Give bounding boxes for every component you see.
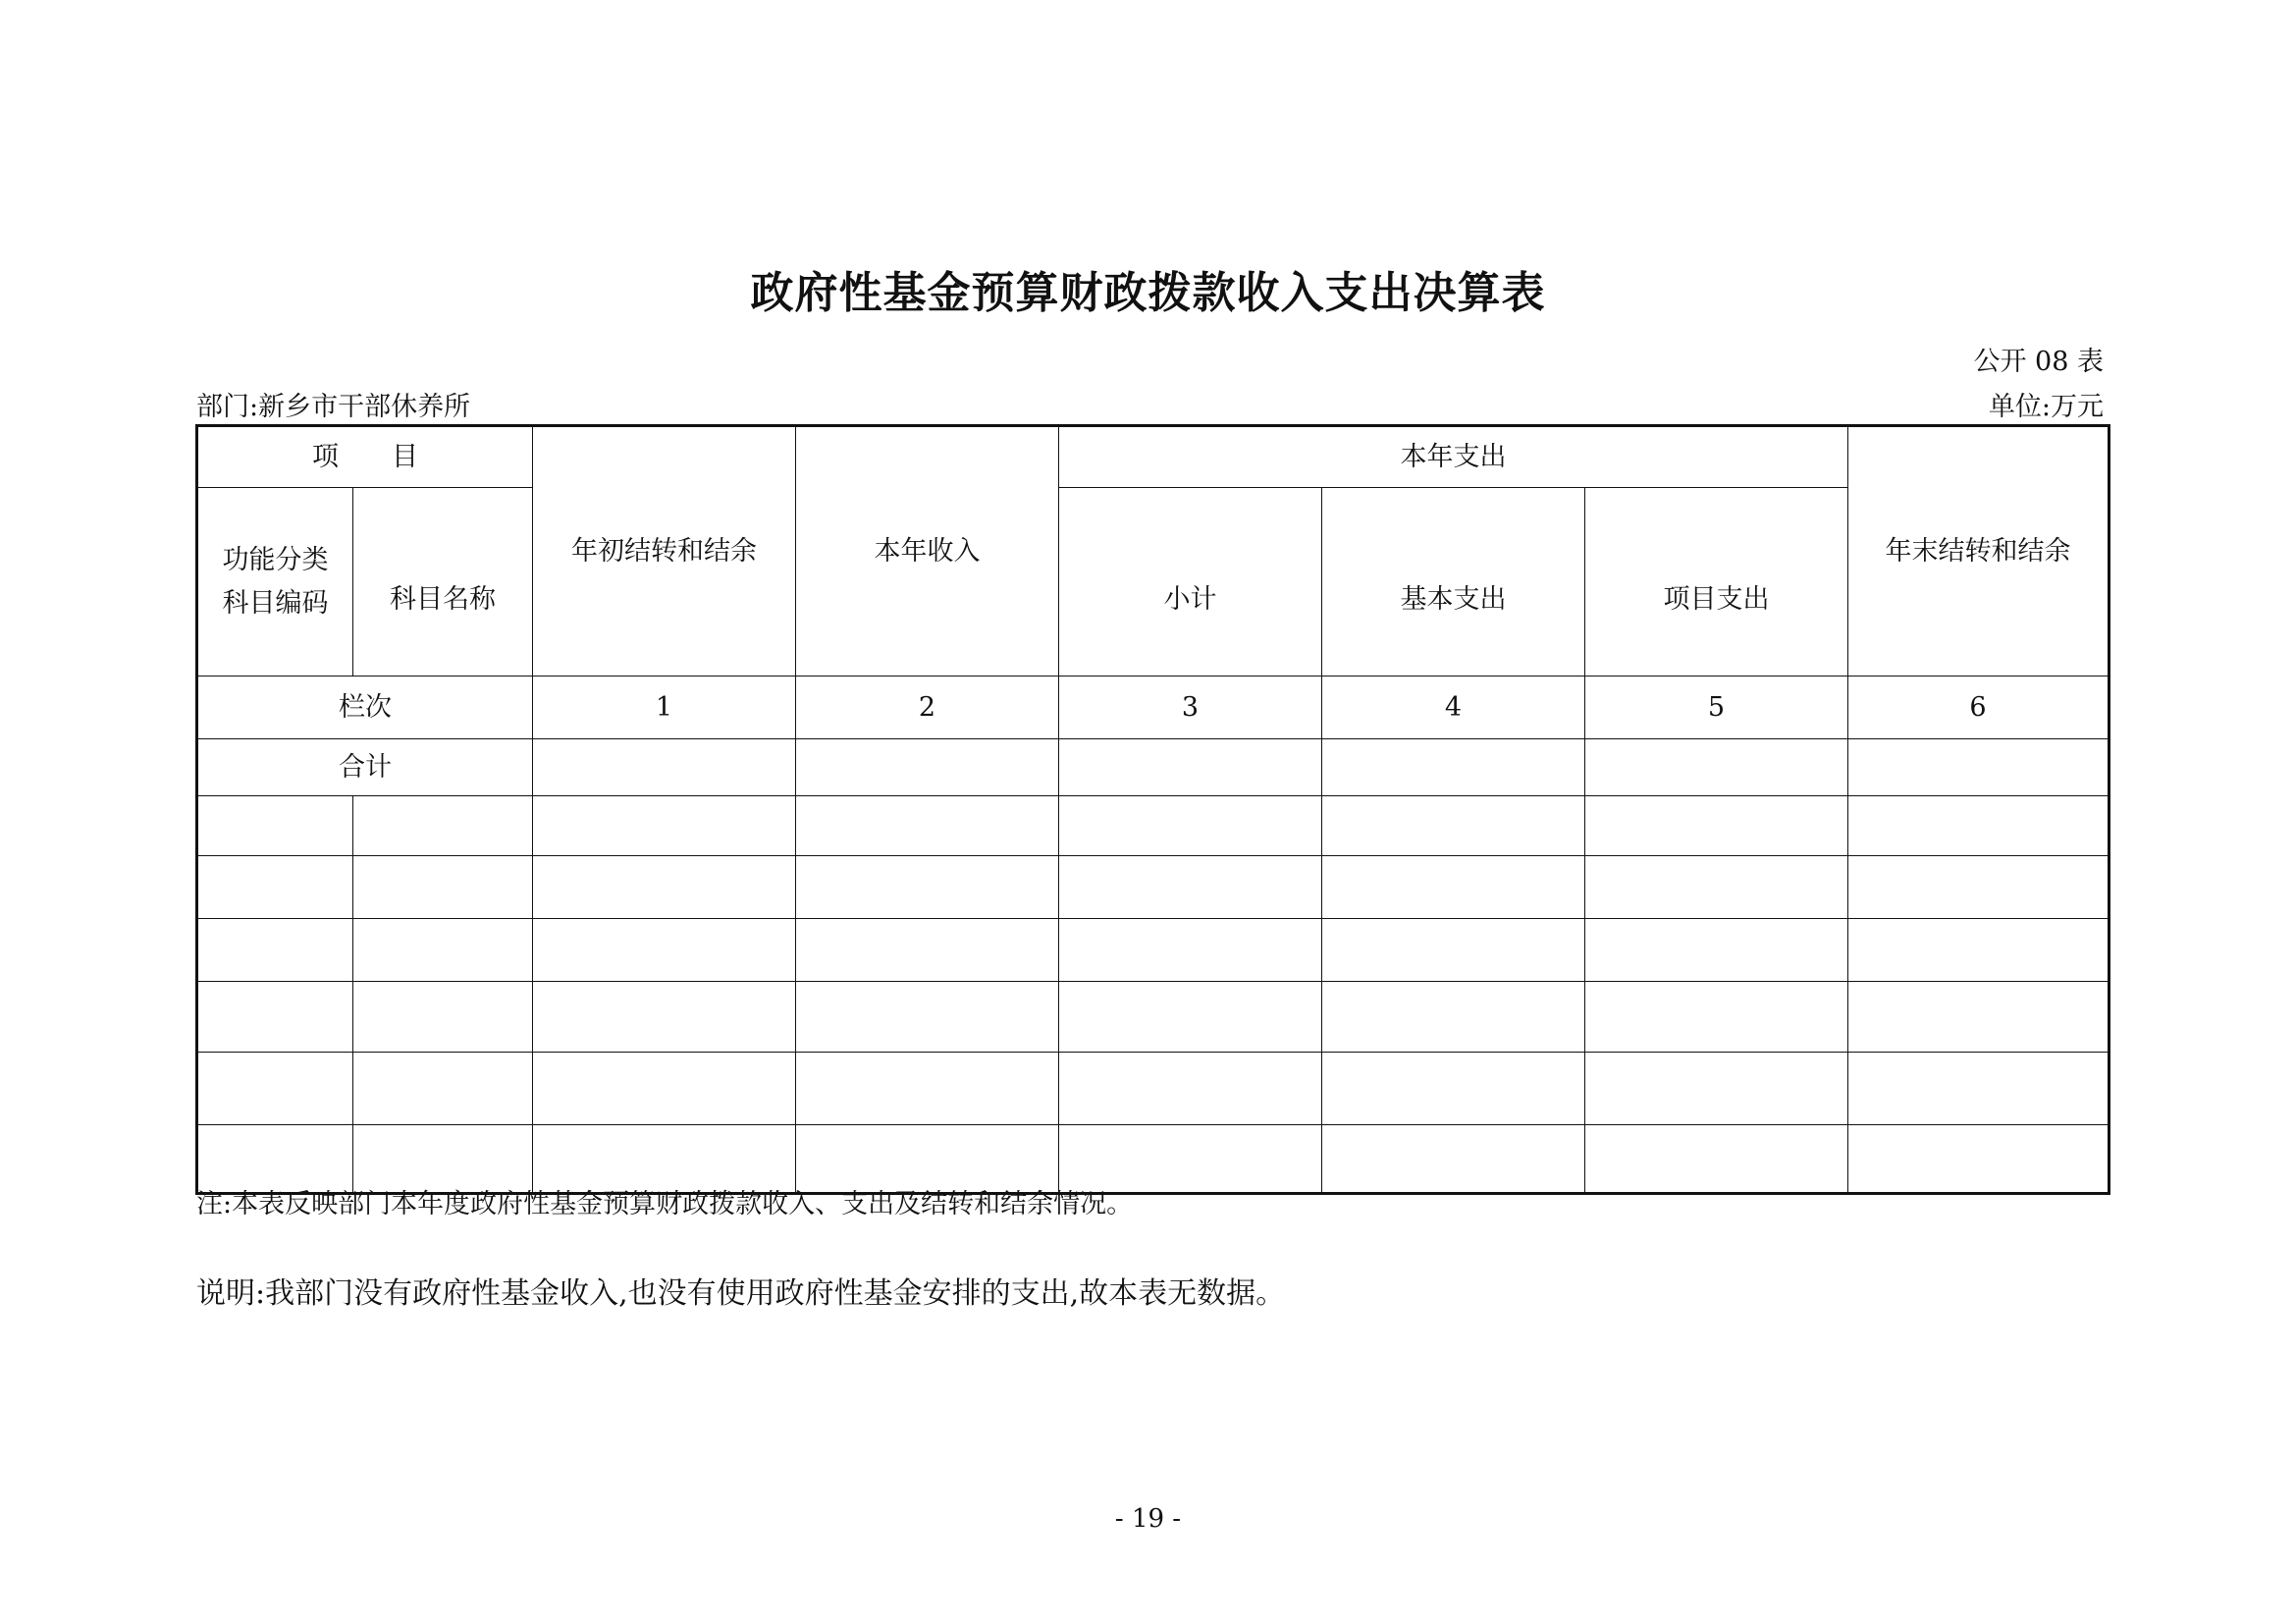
table-row [197, 1053, 2109, 1125]
table-cell [1322, 1125, 1585, 1194]
table-cell [197, 982, 353, 1053]
table-cell [1848, 919, 2109, 982]
table-cell [1585, 1125, 1848, 1194]
department-label: 部门:新乡市干部休养所 [196, 392, 471, 422]
table-note: 注:本表反映部门本年度政府性基金预算财政拨款收入、支出及结转和结余情况。 [196, 1189, 1134, 1219]
table-cell [353, 919, 533, 982]
table-cell [1059, 982, 1322, 1053]
column-index-4: 4 [1322, 677, 1585, 739]
header-func-code: 功能分类科目编码 [197, 488, 353, 677]
table-cell [353, 796, 533, 856]
fund-budget-table [195, 424, 2110, 1195]
table-cell [1585, 856, 1848, 919]
column-index-6: 6 [1848, 677, 2109, 739]
page-number: - 19 - [1114, 1504, 1182, 1534]
table-row [197, 796, 2109, 856]
table-cell [533, 796, 796, 856]
header-closing-balance: 年末结转和结余 [1848, 426, 2109, 677]
table-cell [796, 1053, 1059, 1125]
column-index-5: 5 [1585, 677, 1848, 739]
table-cell [353, 1053, 533, 1125]
header-item: 项 目 [197, 426, 533, 488]
table-cell [796, 919, 1059, 982]
table-cell [796, 796, 1059, 856]
total-cell [1848, 739, 2109, 796]
total-cell [1585, 739, 1848, 796]
table-cell [533, 1053, 796, 1125]
table-cell [197, 856, 353, 919]
table-cell [197, 1053, 353, 1125]
table-cell [197, 919, 353, 982]
table-cell [796, 982, 1059, 1053]
table-cell [1059, 796, 1322, 856]
table-cell [353, 982, 533, 1053]
total-label: 合计 [197, 739, 533, 796]
table-cell [1322, 982, 1585, 1053]
table-cell [1059, 856, 1322, 919]
table-cell [1585, 919, 1848, 982]
table-cell [1322, 796, 1585, 856]
total-cell [1059, 739, 1322, 796]
table-row [197, 856, 2109, 919]
table-cell [353, 856, 533, 919]
header-basic-expense: 基本支出 [1322, 488, 1585, 677]
total-cell [533, 739, 796, 796]
total-cell [796, 739, 1059, 796]
unit-label: 单位:万元 [1988, 392, 2104, 422]
header-current-income: 本年收入 [796, 426, 1059, 677]
table-cell [197, 796, 353, 856]
table-cell [1848, 982, 2109, 1053]
table-cell [796, 856, 1059, 919]
column-index-2: 2 [796, 677, 1059, 739]
table-cell [1322, 919, 1585, 982]
table-cell [1585, 1053, 1848, 1125]
explanation-text: 说明:我部门没有政府性基金收入,也没有使用政府性基金安排的支出,故本表无数据。 [196, 1276, 1286, 1311]
header-current-expense: 本年支出 [1059, 426, 1848, 488]
header-opening-balance: 年初结转和结余 [533, 426, 796, 677]
table-cell [1059, 1053, 1322, 1125]
table-row [197, 919, 2109, 982]
table-cell [1848, 1053, 2109, 1125]
table-cell [1848, 796, 2109, 856]
column-index-1: 1 [533, 677, 796, 739]
table-cell [533, 856, 796, 919]
form-code: 公开 08 表 [1973, 347, 2104, 377]
table-cell [533, 919, 796, 982]
table-cell [1322, 1053, 1585, 1125]
table-cell [1848, 1125, 2109, 1194]
table-cell [1059, 919, 1322, 982]
column-index-3: 3 [1059, 677, 1322, 739]
table-cell [1322, 856, 1585, 919]
page-title: 政府性基金预算财政拨款收入支出决算表 [750, 268, 1546, 318]
column-index-label: 栏次 [197, 677, 533, 739]
header-subject-name: 科目名称 [353, 488, 533, 677]
table-row [197, 982, 2109, 1053]
table-cell [533, 982, 796, 1053]
table-cell [1585, 796, 1848, 856]
table-cell [1585, 982, 1848, 1053]
header-subtotal: 小计 [1059, 488, 1322, 677]
total-cell [1322, 739, 1585, 796]
table-cell [1848, 856, 2109, 919]
header-project-expense: 项目支出 [1585, 488, 1848, 677]
